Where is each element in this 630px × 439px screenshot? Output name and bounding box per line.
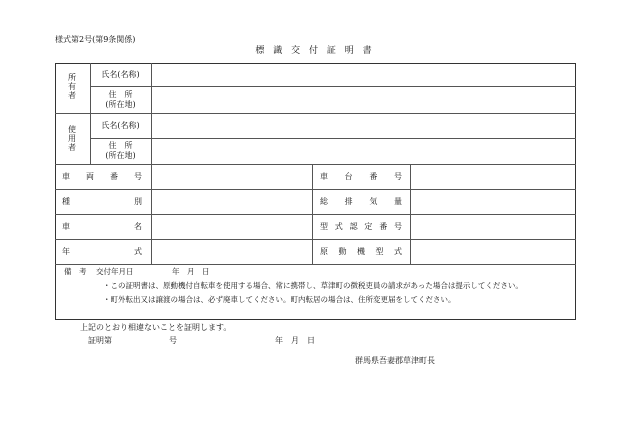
certification-statement: 上記のとおり相違ないことを証明します。 [80, 323, 232, 332]
label-char: 台 [344, 172, 353, 181]
user-address-sub-label: (所在地) [105, 151, 136, 160]
rule-vehicle-2 [55, 214, 576, 215]
certificate-date: 年 月 日 [275, 336, 315, 345]
model-year-label [62, 247, 142, 257]
rule-vehicle-1 [55, 189, 576, 190]
label-char: 量 [393, 197, 402, 206]
label-char: 号 [393, 222, 402, 231]
label-char: 名 [134, 222, 142, 231]
owner-group-label: 所有者 [68, 73, 76, 100]
rule-vehicle-right-label [410, 164, 411, 264]
label-char: 年 [62, 247, 70, 256]
form-number: 様式第2号(第9条関係) [55, 35, 136, 44]
label-char: 種 [62, 197, 70, 206]
displacement-label [320, 197, 402, 207]
label-char: 号 [134, 172, 142, 181]
rule-owner-mid [90, 86, 576, 87]
rule-owner-bottom [55, 113, 576, 114]
owner-name-label: 氏名(名称) [101, 70, 140, 79]
label-char: 原 [320, 247, 328, 256]
model-approval-number-label [320, 222, 402, 232]
label-char: 排 [344, 197, 353, 206]
label-char: 認 [349, 222, 358, 231]
owner-address-sub-label: (所在地) [105, 100, 136, 109]
rule-label-column [151, 63, 152, 164]
vehicle-type-label-text [62, 197, 142, 207]
label-char: 総 [320, 197, 328, 206]
chassis-number-label [320, 172, 402, 182]
rule-vehicle-mid [312, 164, 313, 264]
user-name-label: 氏名(名称) [101, 121, 140, 130]
model-year-label-text [62, 247, 142, 257]
issue-date-label: 交付年月日 [96, 267, 134, 276]
displacement-label-text [320, 197, 402, 207]
label-char: 車 [320, 172, 328, 181]
rule-vehicle-4 [55, 264, 576, 265]
label-char: 動 [338, 247, 347, 256]
user-group-label: 使用者 [68, 125, 76, 152]
issuer-name: 群馬県吾妻郡草津町長 [355, 356, 435, 365]
label-char: 定 [364, 222, 373, 231]
vehicle-name-label-text [62, 222, 142, 232]
owner-address-label: 住 所 [108, 90, 133, 99]
vehicle-number-label-text [62, 172, 142, 182]
label-char: 両 [86, 172, 94, 181]
engine-model-label [320, 247, 402, 257]
rule-vehicle-left-label [151, 164, 152, 264]
label-char: 号 [393, 172, 402, 181]
certificate-number-prefix: 証明第 [88, 336, 112, 345]
certificate-number-suffix: 号 [169, 336, 177, 345]
chassis-number-label-text [320, 172, 402, 182]
label-char: 番 [369, 172, 378, 181]
label-char: 型 [320, 222, 328, 231]
model-approval-number-label-text [320, 222, 402, 232]
label-char: 別 [134, 197, 142, 206]
label-char: 番 [110, 172, 118, 181]
label-char: 気 [369, 197, 378, 206]
label-char: 車 [62, 172, 70, 181]
rule-user-mid [90, 138, 576, 139]
vehicle-number-label [62, 172, 142, 182]
rule-vehicle-3 [55, 239, 576, 240]
engine-model-label-text [320, 247, 402, 257]
user-address-label: 住 所 [108, 141, 133, 150]
label-char: 機 [357, 247, 365, 256]
issue-date-units: 年 月 日 [172, 267, 210, 276]
label-char: 式 [134, 247, 142, 256]
label-char: 番 [379, 222, 388, 231]
remarks-label: 備 考 [64, 267, 87, 276]
label-char: 型 [375, 247, 384, 256]
remarks-note-carry: ・この証明書は、原動機付自転車を使用する場合、常に携帯し、草津町の徴税吏員の請求があった場合は提示してください。 [103, 281, 523, 290]
label-char: 車 [62, 222, 70, 231]
label-char: 式 [334, 222, 343, 231]
rule-user-bottom [55, 164, 576, 165]
document-title: 標 識 交 付 証 明 書 [255, 46, 375, 56]
remarks-note-transfer: ・町外転出又は譲渡の場合は、必ず廃車してください。町内転居の場合は、住所変更届をしてください。 [103, 295, 456, 304]
label-char: 式 [394, 247, 402, 256]
vehicle-type-label [62, 197, 142, 207]
vehicle-name-label [62, 222, 142, 232]
